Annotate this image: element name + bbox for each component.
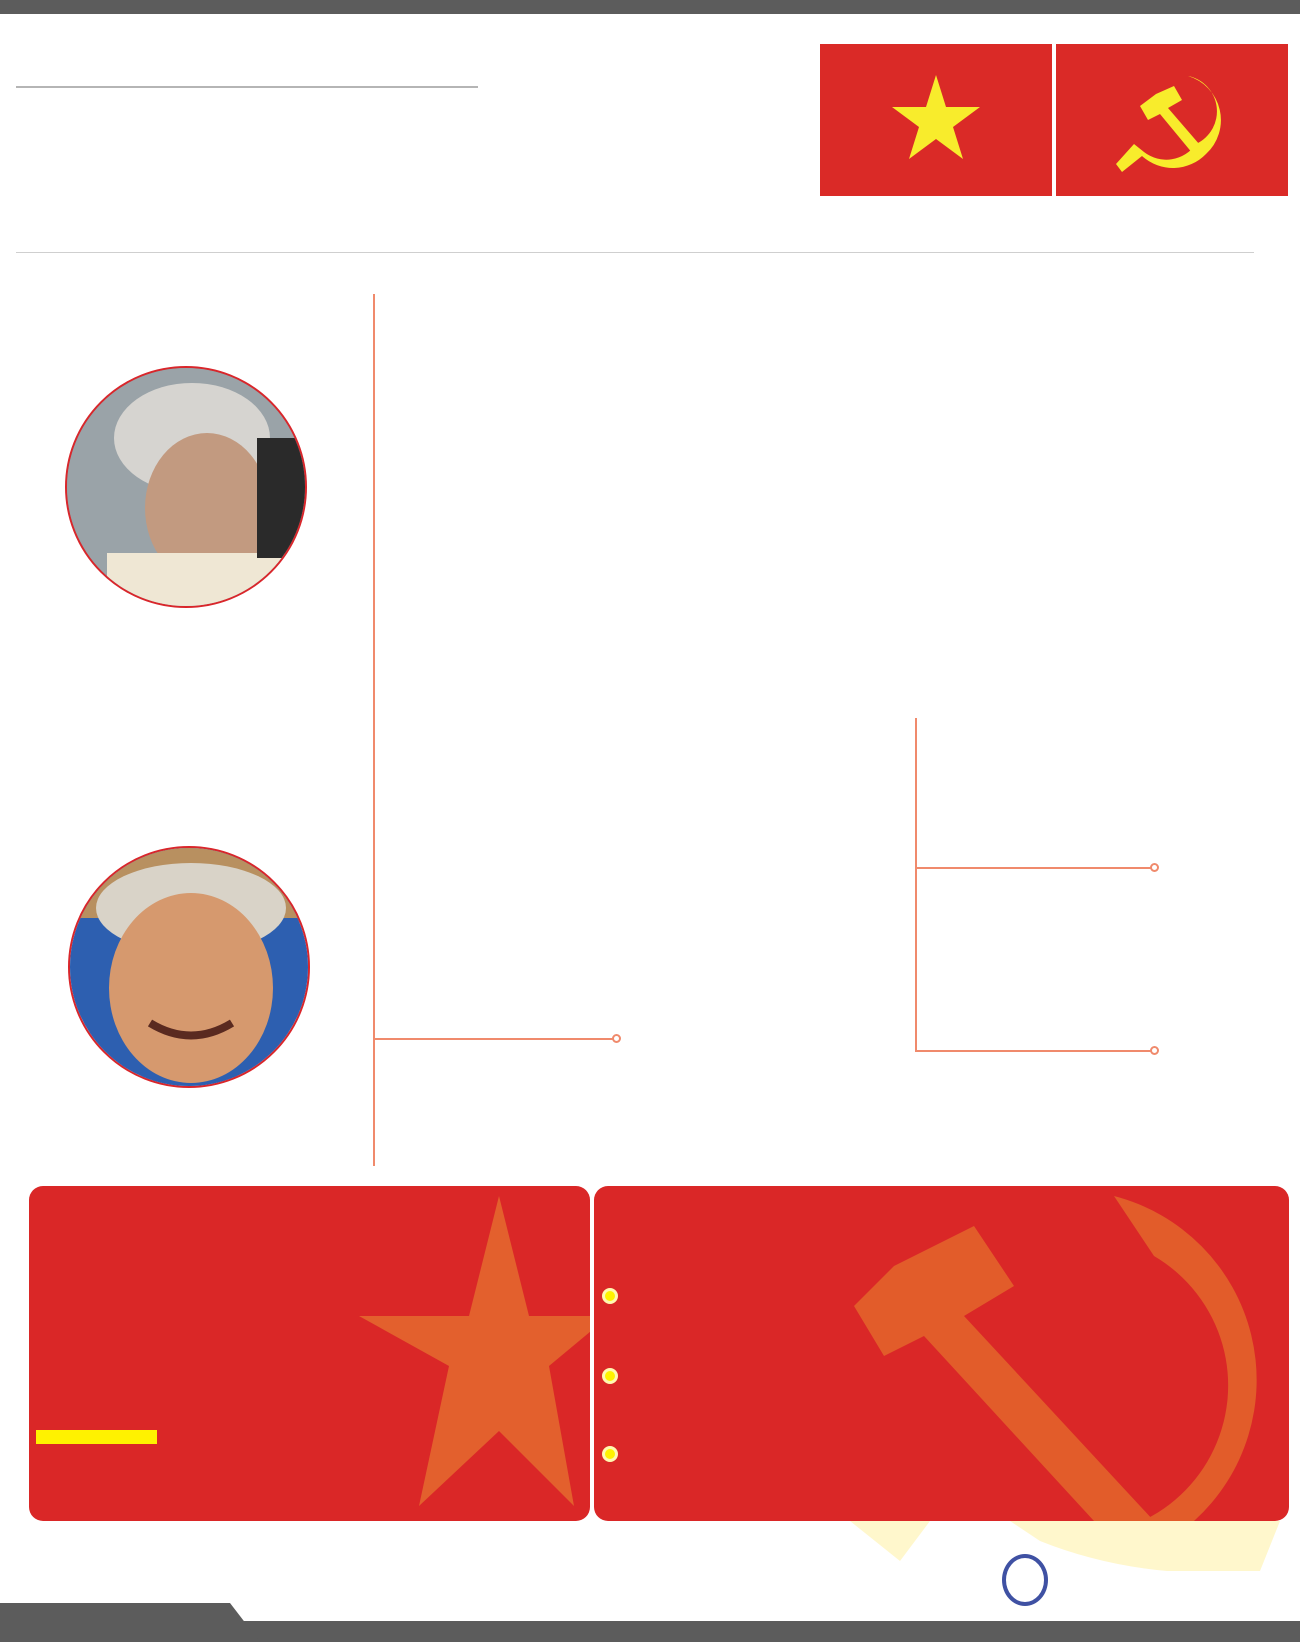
copyright-icon [1002,1554,1048,1606]
bullet-icon [602,1368,618,1384]
section-divider [373,294,375,1166]
committee-dot-grid [738,720,918,1050]
connector-line [915,867,1153,869]
bracket-line [915,718,917,1052]
star-icon [820,44,1052,196]
title-underline [16,86,478,88]
avatar-leader-1 [65,366,307,608]
connector-knob [1150,1046,1159,1055]
mission-item [602,1276,1282,1316]
bullet-icon [602,1288,618,1304]
connector-knob [1150,863,1159,872]
star-watermark-icon [29,1186,590,1521]
ttxvn-logo[interactable] [1002,1548,1288,1618]
connector-knob [612,1034,621,1043]
top-bar [0,0,1300,14]
connector-line [915,1050,1153,1052]
hammer-sickle-icon [1056,44,1288,196]
duration-card [29,1186,590,1521]
mission-item [602,1356,1282,1396]
vietnam-flag [820,44,1052,196]
delegate-dot-grid [385,302,1265,702]
avatar-leader-2 [68,846,310,1088]
bullet-icon [602,1446,618,1462]
footer-tab [0,1603,260,1642]
connector-line [375,1038,615,1040]
mission-item [602,1434,1282,1474]
divider [16,252,1254,253]
party-flag [1056,44,1288,196]
yellow-underline [36,1430,157,1444]
